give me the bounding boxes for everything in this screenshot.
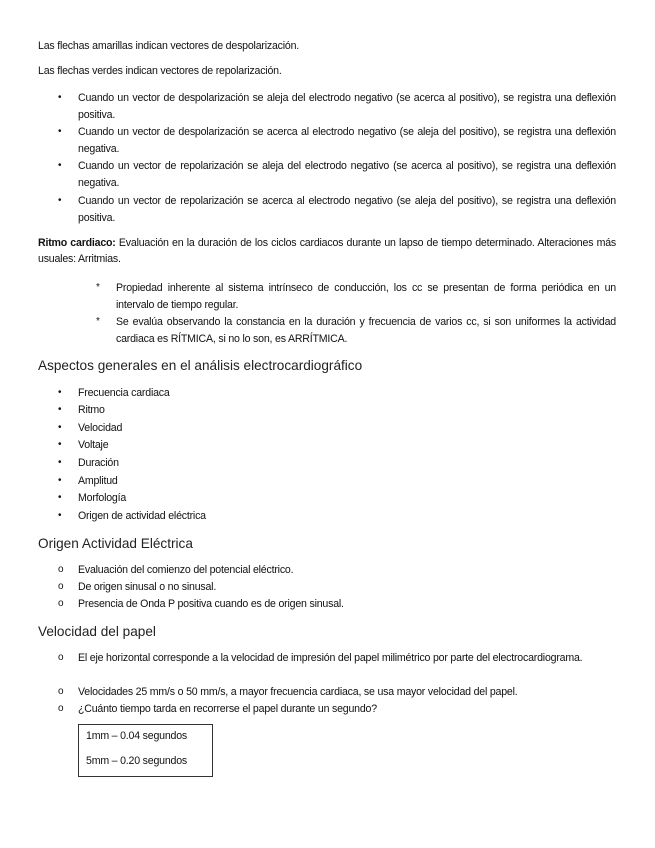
vector-item-4: Cuando un vector de repolarización se acerca al electrodo negativo (se aleja del positivo), se registra una deflexión positiva. [78,195,616,224]
asterisk-icon: * [96,282,100,293]
conversion-box [78,724,213,777]
bullet-icon: • [58,457,62,468]
origen-item: Evaluación del comienzo del potencial eléctrico. [78,564,294,576]
aspectos-heading: Aspectos generales en el análisis electrocardiográfico [38,358,363,373]
ritmo-term: Ritmo cardiaco: [38,237,116,249]
aspecto-item: Velocidad [78,422,123,434]
velocidad-item-3: ¿Cuánto tiempo tarda en recorrerse el papel durante un segundo? [78,703,377,715]
vector-item-1: Cuando un vector de despolarización se aleja del electrodo negativo (se acerca al positivo), se registra una deflexión positiva. [78,92,616,121]
origen-heading: Origen Actividad Eléctrica [38,536,193,551]
origen-item: De origen sinusal o no sinusal. [78,581,217,593]
intro-line-2: Las flechas verdes indican vectores de repolarización. [38,65,282,77]
intro-line-1: Las flechas amarillas indican vectores de despolarización. [38,40,300,52]
ritmo-definition: Evaluación en la duración de los ciclos cardiacos durante un lapso de tiempo determinado. Alteraciones más usuales: Arritmias. [38,237,616,265]
conversion-line-2: 5mm – 0.20 segundos [86,755,188,767]
bullet-icon: • [58,160,62,171]
circle-bullet-icon: o [58,564,64,575]
velocidad-heading: Velocidad del papel [38,624,156,639]
ritmo-paragraph [38,235,616,267]
bullet-icon: • [58,492,62,503]
velocidad-item-2: Velocidades 25 mm/s o 50 mm/s, a mayor frecuencia cardiaca, se usa mayor velocidad del papel. [78,686,518,698]
velocidad-item-1: El eje horizontal corresponde a la velocidad de impresión del papel milimétrico por parte del electrocardiograma. [78,652,583,664]
bullet-icon: • [58,387,62,398]
origen-item: Presencia de Onda P positiva cuando es de origen sinusal. [78,598,344,610]
ritmo-note-2: Se evalúa observando la constancia en la duración y frecuencia de varios cc, si son uniformes la actividad cardiaca es RÍTMICA, si no lo son, es ARRÍTMICA. [116,316,616,345]
aspecto-item: Duración [78,457,119,469]
aspecto-item: Origen de actividad eléctrica [78,510,206,522]
bullet-icon: • [58,422,62,433]
aspecto-item: Ritmo [78,404,105,416]
circle-bullet-icon: o [58,598,64,609]
circle-bullet-icon: o [58,652,64,663]
aspecto-item: Morfología [78,492,127,504]
aspecto-item: Frecuencia cardiaca [78,387,170,399]
ritmo-note-1: Propiedad inherente al sistema intrínseco de conducción, los cc se presentan de forma periódica en un intervalo de tiempo regular. [116,282,616,311]
conversion-line-1: 1mm – 0.04 segundos [86,730,188,742]
bullet-icon: • [58,92,62,103]
bullet-icon: • [58,195,62,206]
circle-bullet-icon: o [58,703,64,714]
bullet-icon: • [58,510,62,521]
circle-bullet-icon: o [58,686,64,697]
vector-item-3: Cuando un vector de repolarización se aleja del electrodo negativo (se acerca al positivo), se registra una deflexión negativa. [78,160,616,189]
aspecto-item: Voltaje [78,439,109,451]
circle-bullet-icon: o [58,581,64,592]
bullet-icon: • [58,475,62,486]
bullet-icon: • [58,404,62,415]
bullet-icon: • [58,439,62,450]
aspecto-item: Amplitud [78,475,118,487]
vector-item-2: Cuando un vector de despolarización se acerca al electrodo negativo (se aleja del positivo), se registra una deflexión negativa. [78,126,616,155]
bullet-icon: • [58,126,62,137]
asterisk-icon: * [96,316,100,327]
